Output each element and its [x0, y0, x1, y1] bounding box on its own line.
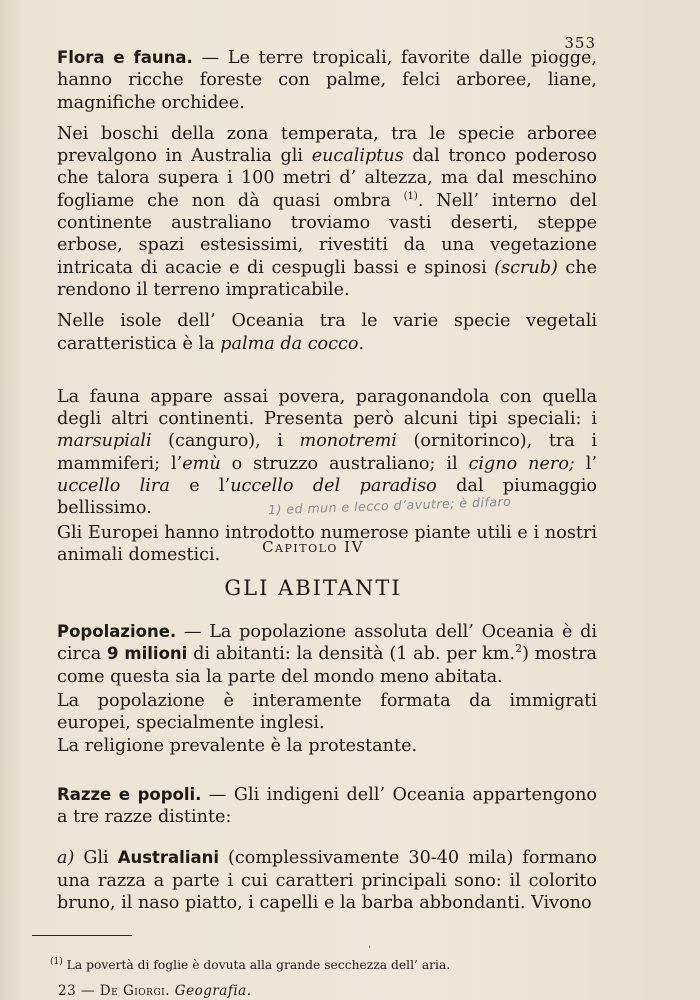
paragraph-religione: [57, 735, 597, 757]
flora-fauna-section: [57, 47, 597, 566]
bold-figure-population: 9 milioni: [107, 644, 188, 664]
paragraph-text: La popolazione è interamente formata da immigrati europei, specialmente inglesi.: [57, 690, 597, 734]
italic-term-marsupiali: marsupiali: [57, 431, 152, 452]
italic-term-emu: emù: [182, 453, 221, 474]
paragraph-text: (canguro), i: [151, 431, 300, 452]
population-section: [57, 621, 597, 914]
paragraph-text: Gli Europei hanno introdotto numerose piante utili e i nostri animali domestici.: [57, 522, 597, 565]
signature-number: 23: [58, 983, 77, 999]
paragraph-text: di abitanti: la densità (1 ab. per km.: [187, 644, 516, 665]
paragraph-razze: [57, 784, 597, 829]
paragraph-oceania-islands: [57, 310, 597, 355]
section-heading-popolazione: Popolazione.: [57, 622, 177, 641]
list-label-a: a): [57, 848, 75, 869]
footnote-reference: (1): [403, 190, 418, 202]
page-number: 353: [564, 34, 596, 52]
paragraph-australiani: [57, 847, 597, 914]
paragraph-immigrati: [57, 690, 597, 735]
paragraph-flora-intro: [57, 47, 597, 114]
paragraph-text: dal piumaggio bellissimo.: [57, 476, 597, 519]
paragraph-text: Nelle isole dell’ Oceania tra le varie specie vegetali caratteristica è la: [57, 311, 597, 354]
bold-term-australiani: Australiani: [117, 848, 220, 868]
italic-term-palma: palma da cocco: [220, 333, 359, 354]
paragraph-text: Le terre tropicali, favorite dalle piogge, hanno ricche foreste con palme, felci arboree, liane, magnifiche orchidee.: [57, 48, 598, 113]
italic-term-uccello-paradiso: uccello del paradiso: [230, 476, 437, 497]
chapter-title: GLI ABITANTI: [224, 576, 402, 600]
paragraph-popolazione: [57, 621, 597, 688]
signature-author: De Giorgi.: [99, 983, 170, 999]
section-heading-razze: Razze e popoli.: [57, 784, 202, 804]
handwritten-annotation: 1) ed mun e lecco d’avutre; è difaro: [267, 493, 512, 518]
superscript: 2: [515, 642, 523, 656]
italic-term-eucalyptus: eucaliptus: [311, 146, 404, 167]
paragraph-text: Gli indigeni dell’ Oceania appartengono a tre razze distinte:: [57, 784, 598, 828]
paragraph-text: o struzzo australiano; il: [220, 453, 469, 474]
pencil-tick-mark: ˈ: [368, 944, 372, 957]
signature-book-title: Geografia.: [174, 983, 252, 999]
paragraph-text: Gli: [74, 848, 118, 869]
chapter-label: Capitolo IV: [262, 538, 364, 556]
paragraph-temperate-forests: [57, 123, 597, 301]
heading-dash: —: [201, 784, 234, 805]
paragraph-text: La fauna appare assai povera, paragonandola con quella degli altri continenti. Presenta però alcuni tipi speciali: i: [57, 386, 597, 430]
footnote: [50, 958, 610, 972]
italic-term-cigno: cigno nero;: [468, 453, 575, 474]
footnote-mark: (1): [50, 956, 63, 967]
italic-term-scrub: (scrub): [494, 257, 558, 278]
italic-term-uccello-lira: uccello lira: [57, 476, 170, 497]
italic-term-monotremi: monotremi: [299, 431, 397, 452]
paragraph-text: .: [358, 333, 365, 354]
footnote-text: La povertà di foglie è dovuta alla grande secchezza dell’ aria.: [66, 958, 451, 972]
signature-dash: —: [76, 983, 100, 999]
paragraph-text: che rendono il terreno impraticabile.: [57, 257, 597, 300]
heading-dash: —: [176, 622, 210, 642]
paragraph-text: La popolazione assoluta dell’ Oceania è di circa: [57, 622, 598, 665]
printer-signature: [58, 983, 252, 999]
paragraph-text: e l’: [169, 476, 231, 497]
heading-dash: —: [192, 48, 228, 68]
paragraph-text: (ornitorinco), tra i mammiferi; l’: [57, 431, 597, 474]
paragraph-text: Nei boschi della zona temperata, tra le specie arboree prevalgono in Australia gli: [57, 123, 597, 167]
paragraph-text: (complessivamente 30-40 mila) formano una razza a parte i cui caratteri principali sono: il colorito bruno, il naso piatto, i capelli e la barba abbondanti. Vivono: [57, 848, 597, 913]
footnote-rule: [32, 935, 132, 936]
paragraph-text: . Nell’ interno del continente australiano troviamo vasti deserti, steppe erbose, spazi estesissimi, rivestiti da una vegetazione intricata di acacie e di cespugli bassi e spinosi: [57, 190, 597, 278]
section-heading-flora: Flora e fauna.: [57, 48, 193, 67]
paragraph-text: ) mostra come questa sia la parte del mondo meno abitata.: [57, 644, 597, 687]
paragraph-text: La religione prevalente è la protestante.: [57, 736, 418, 757]
paragraph-text: l’: [574, 453, 597, 474]
paragraph-text: dal tronco poderoso che talora supera i 100 metri d’ altezza, ma dal meschino fogliame che non dà quasi ombra: [57, 146, 597, 211]
